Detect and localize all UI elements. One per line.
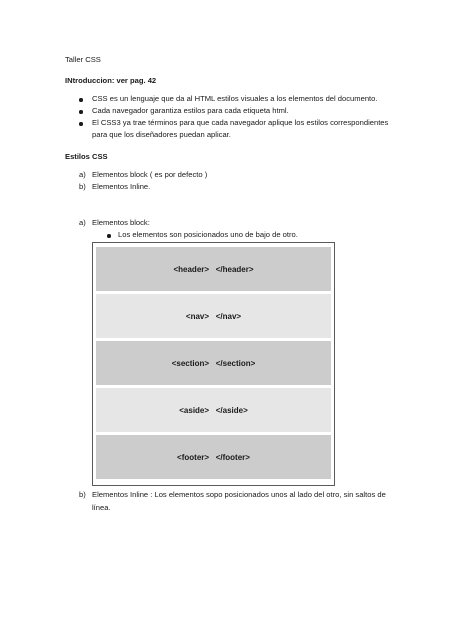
list-marker-a: a) bbox=[79, 170, 86, 179]
intro-bullet-2: Cada navegador garantiza estilos para cada etiqueta html. bbox=[92, 106, 289, 115]
figure-band-header: <header> </header> bbox=[96, 247, 331, 291]
list-marker-b: b) bbox=[79, 182, 86, 191]
bullet-icon bbox=[79, 122, 83, 126]
inline-item-text: Elementos Inline : Los elementos sopo posicionados unos al lado del otro, sin saltos de bbox=[92, 490, 386, 499]
styles-heading: Estilos CSS bbox=[65, 152, 108, 161]
list-item-block: Elementos block ( es por defecto ) bbox=[92, 170, 208, 179]
inline-item-text-continued: línea. bbox=[92, 503, 111, 512]
block-elements-figure bbox=[92, 242, 335, 486]
intro-bullet-3-continued: para que los diseñadores puedan aplicar. bbox=[92, 130, 231, 139]
intro-bullet-3: El CSS3 ya trae términos para que cada navegador aplique los estilos correspondientes bbox=[92, 118, 389, 127]
figure-band-section: <section> </section> bbox=[96, 341, 331, 385]
bullet-icon bbox=[107, 234, 111, 238]
block-sub-bullet: Los elementos son posicionados uno de bajo de otro. bbox=[118, 230, 298, 239]
doc-title: Taller CSS bbox=[65, 55, 101, 64]
intro-bullet-1: CSS es un lenguaje que da al HTML estilos visuales a los elementos del documento. bbox=[92, 94, 378, 103]
bullet-icon bbox=[79, 98, 83, 102]
intro-heading: INtroduccion: ver pag. 42 bbox=[65, 76, 157, 85]
figure-band-footer: <footer> </footer> bbox=[96, 435, 331, 479]
figure-band-aside: <aside> </aside> bbox=[96, 388, 331, 432]
figure-band-nav: <nav> </nav> bbox=[96, 294, 331, 338]
block-item-text: Elementos block: bbox=[92, 218, 150, 227]
list-item-inline: Elementos Inline. bbox=[92, 182, 151, 191]
bullet-icon bbox=[79, 110, 83, 114]
inline-item-marker: b) bbox=[79, 490, 86, 499]
block-item-marker: a) bbox=[79, 218, 86, 227]
